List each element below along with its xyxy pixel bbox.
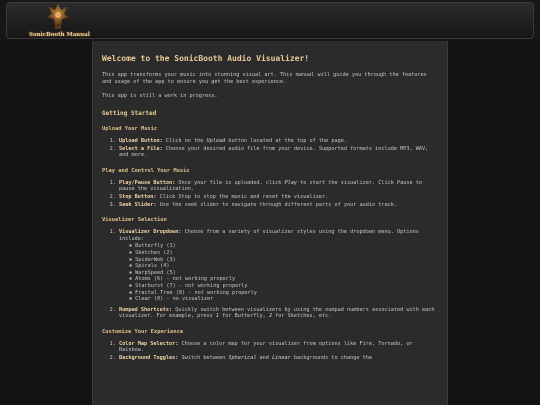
visualizer-steps <box>102 229 438 320</box>
play-steps <box>102 180 438 208</box>
list-item: 2. Select a File: Choose your desired audio file from your device. Supported formats include MP3, WAV, and more. <box>119 146 438 159</box>
section-heading-getting-started: Getting Started <box>102 110 157 117</box>
option-item: ▪ SpiderWeb (3) <box>129 257 438 264</box>
option-item: ▪ WarpSpeed (5) <box>129 270 438 277</box>
option-item: ▪ Spirals (4) <box>129 263 438 270</box>
logo[interactable] <box>29 3 90 40</box>
customize-steps <box>102 341 438 362</box>
left-margin <box>0 41 92 405</box>
header-bar <box>6 2 534 39</box>
list-item: 1. Play/Pause Button: Once your file is uploaded, click Play to start the visualizer. Click Pause to pause the visualization. <box>119 180 438 193</box>
option-item: ▪ Butterfly (1) <box>129 243 438 250</box>
list-item: 1. Visualizer Dropdown: Choose from a variety of visualizer styles using the dropdown menu. Options include: ▪ Butterfly (1) ▪ Sketches (2) ▪ SpiderWeb (3) ▪ Spirals (4) ▪ WarpSpeed (5) ▪ Atoms (6) - not working properly ▪ Starburst (7) - not working properly ▪ Fractal Tree (8) - not working properly ▪ Clear (0) - no visualizer <box>119 229 438 303</box>
list-item: 1. Color Map Selector: Choose a color map for your visualizer from options like Fire, Tornado, or Rainbow. <box>119 341 438 354</box>
page-title: Welcome to the SonicBooth Audio Visualizer! <box>102 54 310 63</box>
right-margin <box>448 41 540 405</box>
logo-text: SonicBooth Manual <box>29 32 90 38</box>
option-item: ▪ Clear (0) - no visualizer <box>129 296 438 303</box>
option-item: ▪ Fractal Tree (8) - not working properly <box>129 290 438 297</box>
trophy-logo-icon <box>46 3 70 30</box>
option-item: ▪ Sketches (2) <box>129 250 438 257</box>
list-item: 3. Seek Slider: Use the seek slider to navigate through different parts of your audio track. <box>119 202 438 209</box>
subsection-heading-upload: Upload Your Music <box>102 126 158 132</box>
upload-steps <box>102 138 438 159</box>
list-item: 1. Upload Button: Click on the Upload button located at the top of the page. <box>119 138 438 145</box>
list-item: 2. Background Toggles: Switch between Spherical and Linear backgrounds to change the <box>119 355 438 362</box>
list-item: 2. Numpad Shortcuts: Quickly switch between visualizers by using the numpad numbers associated with each visualizer. For example, press 1 for Butterfly, 2 for Sketches, etc. <box>119 307 438 320</box>
section-heading-customize: Customize Your Experience <box>102 328 184 335</box>
subsection-heading-play: Play and Control Your Music <box>102 167 190 174</box>
option-item: ▪ Atoms (6) - not working properly <box>129 276 438 283</box>
manual-content[interactable] <box>92 41 448 405</box>
list-item: 2. Stop Button: Click Stop to stop the music and reset the visualizer. <box>119 194 438 201</box>
wip-notice: This app is still a work in progress. <box>102 93 218 99</box>
option-item: ▪ Starburst (7) - not working properly <box>129 283 438 290</box>
intro-paragraph: This app transforms your music into stunning visual art. This manual will guide you through the features and usage of the app to ensure you get the best experience. <box>102 72 427 85</box>
visualizer-options <box>119 243 438 302</box>
section-heading-visualizer: Visualizer Selection <box>102 217 167 224</box>
